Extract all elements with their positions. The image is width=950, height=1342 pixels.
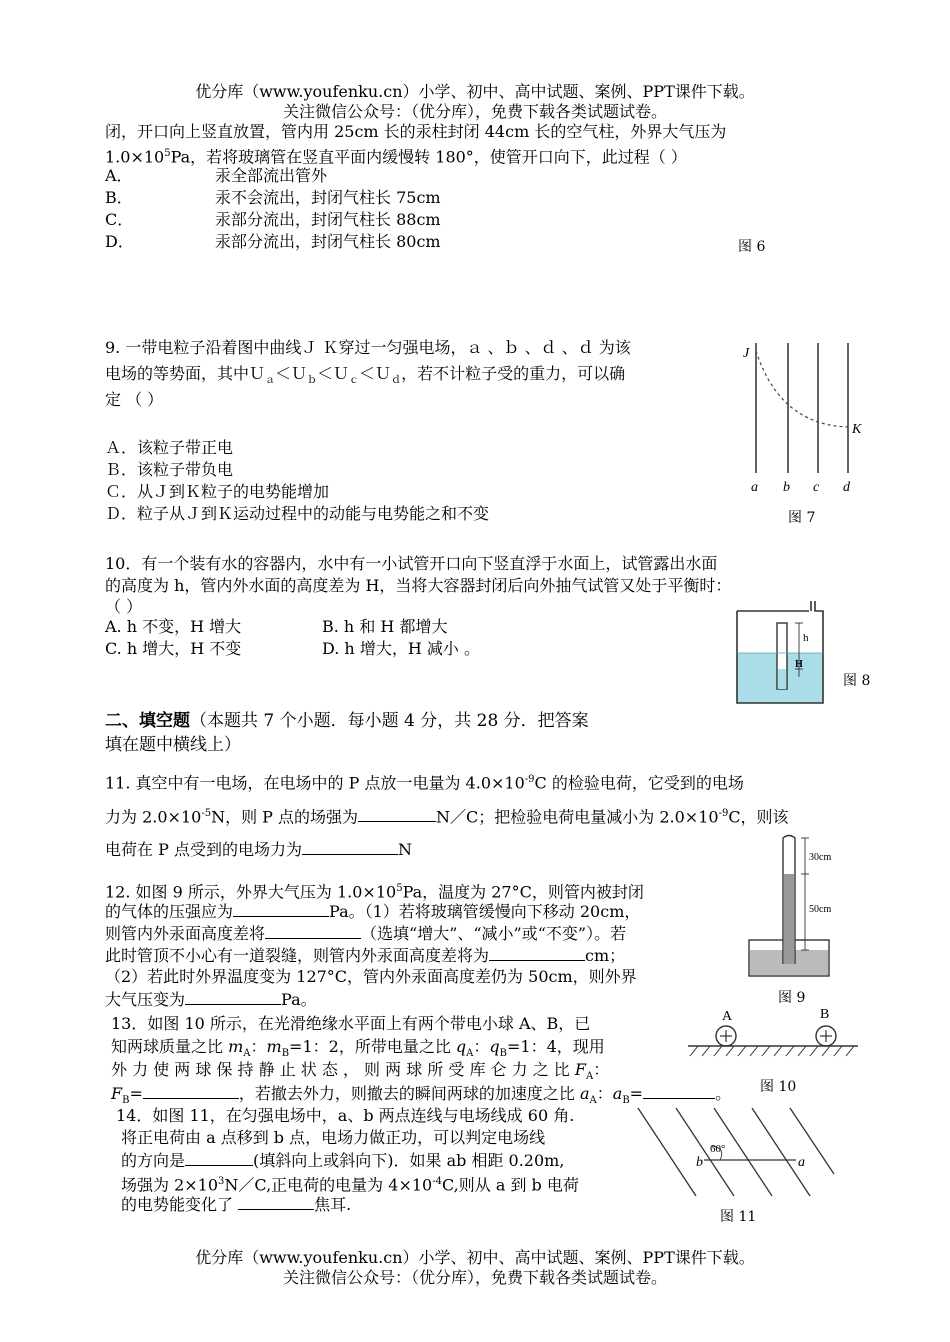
figure-9-caption: 图 9	[778, 990, 806, 1006]
q9-option-c: Ｃ．从Ｊ到Ｋ粒子的电势能增加	[105, 482, 330, 501]
point-b-label: b	[696, 1155, 703, 1170]
q11-line-1: 11. 真空中有一电场，在电场中的 P 点放一电量为 $4.0\times 10^{-9}C$ 的检验电荷，它受到的电场	[105, 773, 744, 793]
q8-option-a: A． 汞全部流出管外	[105, 166, 328, 185]
figure-11-diagram	[636, 1104, 836, 1200]
q12-blank-4[interactable]	[185, 988, 281, 1005]
label-a: a	[751, 480, 758, 495]
angle-label: 60°	[710, 1143, 726, 1155]
section-2-desc: 填在题中横线上）	[105, 735, 241, 755]
label-c: c	[813, 480, 820, 495]
q14-blank-2[interactable]	[238, 1193, 314, 1210]
section-2-title: 二、填空题	[105, 711, 190, 731]
q14-line-5: 的电势能变化了 焦耳.	[121, 1195, 352, 1214]
q12-line-5: （2）若此时外界温度变为 127°C，管内外汞面高度差仍为 50cm，则外界	[105, 967, 637, 986]
q10-stem-line-1: 10．有一个装有水的容器内，水中有一小试管开口向下竖直浮于水面上，试管露出水面	[105, 554, 718, 573]
footer-line-2: 关注微信公众号：（优分库），免费下载各类试题试卷。	[282, 1268, 667, 1287]
q9-stem-line-3: 定 （ ）	[105, 390, 164, 409]
q12-blank-3[interactable]	[489, 944, 585, 961]
figure-7-caption: 图 7	[788, 510, 816, 526]
q13-blank-2[interactable]	[643, 1082, 715, 1099]
q12-line-4: 此时管顶不小心有一道裂缝，则管内外汞面高度差将为 cm；	[105, 946, 626, 965]
label-j: J	[743, 346, 750, 361]
footer-line-1: 优分库（www.youfenku.cn）小学、初中、高中试题、案例、PPT课件下载。	[195, 1248, 755, 1267]
q14-line-1: 14．如图 11，在匀强电场中，a、b 两点连线与电场线成 60 角.	[116, 1106, 575, 1125]
q8-option-b: B． 汞不会流出，封闭气柱长 75cm	[105, 188, 441, 207]
q11-blank-2[interactable]	[302, 838, 398, 855]
figure-8-diagram	[733, 597, 843, 707]
q11-blank-1[interactable]	[358, 805, 436, 822]
q11-line-2: 力为 $2.0\times 10^{-5}N$，则 P 点的场强为 N／C；把检验电荷电量减小为 $2.0\times 10^{-9}C$，则该	[105, 807, 789, 827]
q10-stem-line-3: （ ）	[105, 597, 143, 616]
label-50cm: 50cm	[809, 904, 832, 915]
q13-line-4: $F_B=$ ，若撤去外力，则撤去的瞬间两球的加速度之比 $a_A$：$a_B=$ 。	[111, 1084, 732, 1107]
q13-line-3: 外 力 使 两 球 保 持 静 止 状 态 ， 则 两 球 所 受 库 仑 力 之 比 $F_A$：	[111, 1060, 610, 1083]
q14-line-3: 的方向是 (填斜向上或斜向下)．如果 ab 相距 0.20m,	[121, 1151, 565, 1170]
q10-stem-line-2: 的高度为 h，管内外水面的高度差为 H，当将大容器封闭后向外抽气试管又处于平衡时：	[105, 576, 732, 595]
q11-line-3: 电荷在 P 点受到的电场力为 N	[105, 840, 412, 859]
ball-b-label: B	[820, 1007, 830, 1022]
label-b: b	[783, 480, 790, 495]
q12-line-3: 则管内外汞面高度差将 （选填“增大”、“减小”或“不变”）。若	[105, 924, 627, 943]
q9-stem-line-2: 电场的等势面，其中Ｕ$_a$＜Ｕ$_b$＜Ｕ$_c$＜Ｕ$_d$，若不计粒子受的重力，可以确	[105, 364, 626, 387]
q12-blank-1[interactable]	[233, 900, 329, 917]
header-line-1: 优分库（www.youfenku.cn）小学、初中、高中试题、案例、PPT课件下载。	[195, 82, 755, 101]
q8-stem-line-2: $1.0\times 10^5Pa$，若将玻璃管在竖直平面内缓慢转 180°，使管开口向下，此过程（ ）	[105, 147, 687, 167]
q9-option-b: Ｂ．该粒子带负电	[105, 460, 234, 479]
q9-stem-line-1: 9. 一带电粒子沿着图中曲线Ｊ Ｋ穿过一匀强电场，ａ 、ｂ 、ｄ 、ｄ 为该	[105, 338, 631, 357]
q13-line-1: 13．如图 10 所示，在光滑绝缘水平面上有两个带电小球 A、B，已	[111, 1014, 591, 1033]
label-k: K	[852, 422, 862, 437]
q10-options-row-1: A. h 不变，H 增大 B. h 和 H 都增大	[105, 617, 448, 636]
figure-9-diagram	[745, 836, 855, 986]
label-d: d	[843, 480, 850, 495]
figure-10-caption: 图 10	[760, 1079, 797, 1095]
label-30cm: 30cm	[809, 852, 832, 863]
q13-line-2: 知两球质量之比 $m_A$：$m_B=1$：2，所带电量之比 $q_A$：$q_B=1$：4，现用	[111, 1037, 605, 1060]
header-line-2: 关注微信公众号：（优分库），免费下载各类试题试卷。	[282, 102, 667, 121]
figure-11-caption: 图 11	[720, 1209, 757, 1225]
q14-line-4: 场强为 $2\times 10^3N/C$,正电荷的电量为 $4\times 10^{-4}C$,则从 a 到 b 电荷	[121, 1175, 579, 1195]
figure-7-diagram	[740, 335, 880, 495]
label-H: H	[795, 659, 803, 670]
q14-blank-1[interactable]	[185, 1149, 253, 1166]
ball-a-label: A	[722, 1009, 733, 1024]
q9-option-a: Ａ．该粒子带正电	[105, 438, 234, 457]
q12-line-6: 大气压变为 Pa。	[105, 990, 317, 1009]
point-a-label: a	[798, 1155, 805, 1170]
q12-line-1: 12. 如图 9 所示，外界大气压为 $1.0\times 10^5Pa$，温度为 27°C，则管内被封闭	[105, 882, 644, 902]
label-h: h	[803, 632, 809, 644]
figure-8-caption: 图 8	[843, 673, 871, 689]
figure-10-diagram	[686, 1006, 866, 1066]
q14-line-2: 将正电荷由 a 点移到 b 点，电场力做正功，可以判定电场线	[121, 1128, 546, 1147]
q9-option-d: Ｄ．粒子从Ｊ到Ｋ运动过程中的动能与电势能之和不变	[105, 504, 490, 523]
q8-option-d: D． 汞部分流出，封闭气柱长 80cm	[105, 232, 441, 251]
q12-line-2: 的气体的压强应为 Pa。（1）若将玻璃管缓慢向下移动 20cm，	[105, 902, 641, 921]
q8-option-c: C． 汞部分流出，封闭气柱长 88cm	[105, 210, 441, 229]
q12-blank-2[interactable]	[265, 922, 361, 939]
q8-stem-line-1: 闭，开口向上竖直放置，管内用 25cm 长的汞柱封闭 44cm 长的空气柱，外界大气压为	[105, 122, 727, 141]
figure-6-caption: 图 6	[738, 239, 766, 255]
section-2-heading: 二、填空题（本题共 7 个小题．每小题 4 分，共 28 分．把答案	[105, 711, 589, 731]
q10-options-row-2: C. h 增大，H 不变 D. h 增大，H 减小 。	[105, 639, 480, 658]
q13-blank-1[interactable]	[143, 1082, 239, 1099]
